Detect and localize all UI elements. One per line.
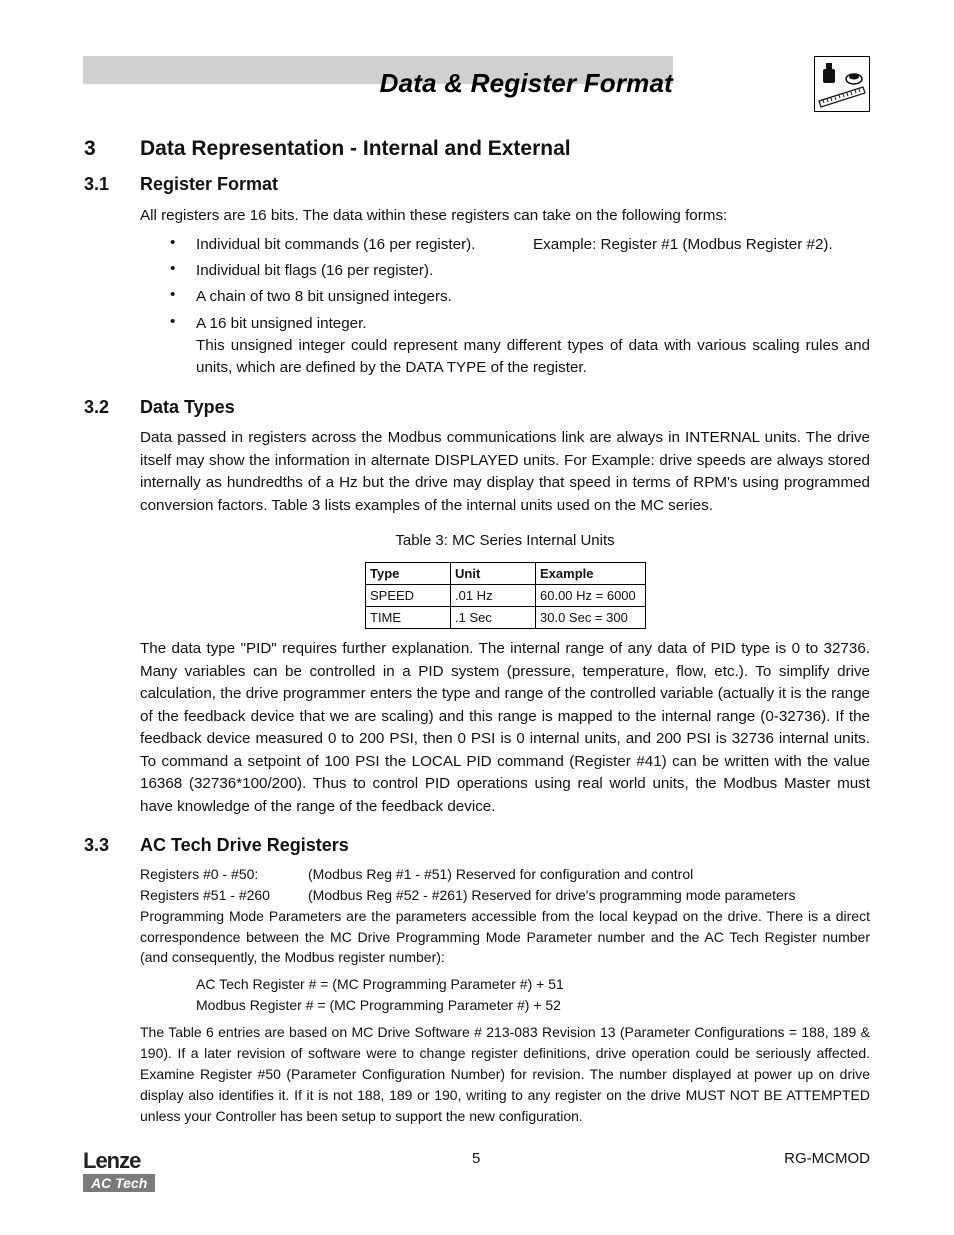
subsection-number: 3.1 [84, 174, 110, 194]
list-item: Individual bit flags (16 per register). [196, 262, 434, 279]
register-range-label: Registers #51 - #260 [140, 887, 270, 903]
table-row [366, 585, 646, 607]
paragraph: Data passed in registers across the Modbus communications link are always in INTERNAL units. The drive itself may show the information in alternate DISPLAYED units. For Example: drive speeds are always stored internally as hundredths of a Hz but the drive may display that speed in terms of RPM's using programmed conversion factors. Table 3 lists examples of the internal units used on the MC series. [140, 429, 870, 514]
list-item-detail: This unsigned integer could represent many different types of data with various scaling rules and units, which are defined by the DATA TYPE of the register. [196, 337, 870, 376]
paragraph: The Table 6 entries are based on MC Drive Software # 213-083 Revision 13 (Parameter Configurations = 188, 189 & 190). If a later revision of software were to change register definitions, drive operation could be seriously affected. Examine Register #50 (Parameter Configuration Number) for revision. The number displayed at power up on drive display also identifies it. If it is not 188, 189 or 190, writing to any register on the drive MUST NOT BE ATTEMPTED unless your Controller has been setup to support the new configuration. [140, 1024, 870, 1124]
subsection-number: 3.2 [84, 397, 110, 417]
subsection-heading: Register Format [140, 174, 279, 194]
table-cell: .1 Sec [451, 607, 536, 629]
paragraph: All registers are 16 bits. The data within these registers can take on the following forms: [140, 207, 728, 224]
table-caption: Table 3: MC Series Internal Units [395, 532, 615, 549]
subsection-heading: Data Types [140, 397, 235, 417]
section-number: 3 [84, 137, 96, 160]
table-header: Unit [451, 563, 536, 585]
table-cell: TIME [366, 607, 451, 629]
subsection-heading: AC Tech Drive Registers [140, 835, 349, 855]
table-cell: .01 Hz [451, 585, 536, 607]
page-number: 5 [472, 1150, 481, 1167]
register-range-desc: (Modbus Reg #52 - #261) Reserved for drive's programming mode parameters [308, 887, 796, 903]
formula: Modbus Register # = (MC Programming Parameter #) + 52 [196, 997, 561, 1013]
table-row [366, 607, 646, 629]
bullet-marker: • [170, 286, 176, 303]
section-heading: Data Representation - Internal and External [140, 137, 571, 160]
sub-brand: AC Tech [83, 1174, 155, 1192]
paragraph: Programming Mode Parameters are the parameters accessible from the local keypad on the drive. There is a direct correspondence between the MC Drive Programming Mode Parameter number and the AC Tech Register number (and consequently, the Modbus register number): [140, 908, 870, 965]
list-item: A 16 bit unsigned integer. [196, 315, 367, 332]
document-id: RG-MCMOD [784, 1150, 870, 1167]
list-item: A chain of two 8 bit unsigned integers. [196, 288, 452, 305]
brand-name: Lenze [83, 1148, 141, 1173]
units-table [365, 562, 646, 629]
table-cell: 30.0 Sec = 300 [536, 607, 646, 629]
list-item-example: Example: Register #1 (Modbus Register #2). [533, 236, 833, 253]
table-header-row [366, 563, 646, 585]
paragraph: The data type "PID" requires further explanation. The internal range of any data of PID type is 0 to 32736. Many variables can be controlled in a PID system (pressure, temperature, flow, etc.). To simplify drive calculation, the drive programmer enters the type and range of the controlled variable (actually it is the range of the feedback device that we are scaling) and this range is mapped to the internal range (0-32736). If the feedback device measured 0 to 200 PSI, then 0 PSI is 0 internal units, and 200 PSI is 32736 internal units. To command a setpoint of 100 PSI the LOCAL PID command (Register #41) can be written with the value 16368 (32736*100/200). Thus to control PID operations using real world units, the Modbus Master must have knowledge of the range of the feedback device. [140, 640, 870, 815]
table-cell: SPEED [366, 585, 451, 607]
table-cell: 60.00 Hz = 6000 [536, 585, 646, 607]
table-header: Example [536, 563, 646, 585]
register-range-desc: (Modbus Reg #1 - #51) Reserved for configuration and control [308, 866, 694, 882]
table-header: Type [366, 563, 451, 585]
bullet-marker: • [170, 234, 176, 251]
bullet-marker: • [170, 260, 176, 277]
register-range-label: Registers #0 - #50: [140, 866, 259, 882]
subsection-number: 3.3 [84, 835, 110, 855]
page-title: Data & Register Format [379, 68, 673, 98]
formula: AC Tech Register # = (MC Programming Parameter #) + 51 [196, 976, 564, 992]
brand-logo [83, 1150, 155, 1193]
scale-ruler-icon [814, 56, 870, 112]
list-item: Individual bit commands (16 per register). [196, 236, 476, 253]
bullet-marker: • [170, 313, 176, 330]
